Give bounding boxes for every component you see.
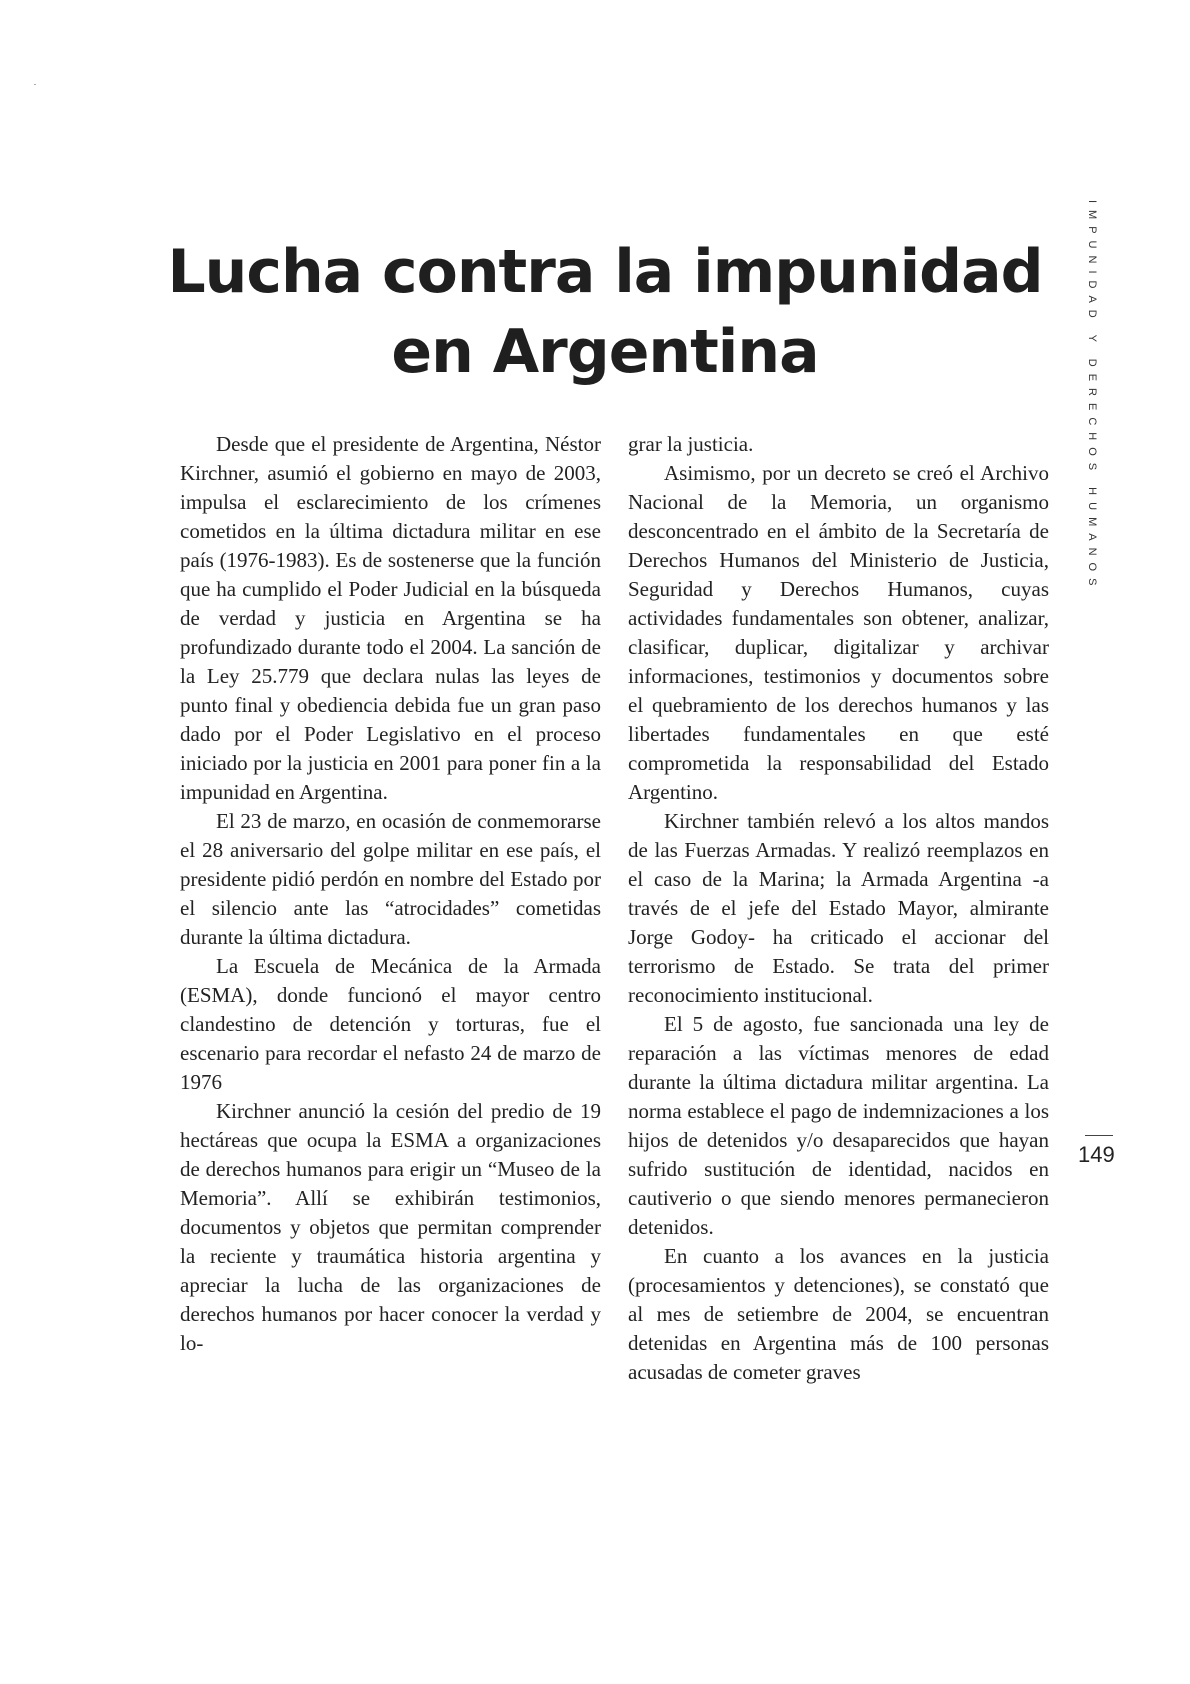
scan-mark <box>34 84 36 85</box>
paragraph: Desde que el presidente de Argentina, Néstor Kirchner, asumió el gobierno en mayo de 2003, impulsa el esclarecimiento de los crímenes cometidos en la última dictadura militar en ese país (1976-1983). Es de sostenerse que la función que ha cumplido el Poder Judicial en la búsqueda de verdad y justicia en Argentina se ha profundizado durante todo el 2004. La sanción de la Ley 25.779 que declara nulas las leyes de punto final y obediencia debida fue un gran paso dado por el Poder Legislativo en el proceso iniciado por la justicia en 2001 para poner fin a la impunidad en Argentina. <box>180 432 601 804</box>
running-head: IMPUNIDAD Y DERECHOS HUMANOS <box>1086 200 1098 593</box>
left-column <box>180 430 601 1358</box>
right-column <box>628 430 1049 1387</box>
paragraph: El 23 de marzo, en ocasión de conmemorarse el 28 aniversario del golpe militar en ese país, el presidente pidió perdón en nombre del Estado por el silencio ante las “atrocidades” cometidas durante la última dictadura. <box>180 809 601 949</box>
page-number: 149 <box>1078 1142 1115 1167</box>
paragraph: Asimismo, por un decreto se creó el Archivo Nacional de la Memoria, un organismo desconcentrado en el ámbito de la Secretaría de Derechos Humanos del Ministerio de Justicia, Seguridad y Derechos Humanos, cuyas actividades fundamentales son obtener, analizar, clasificar, duplicar, digitalizar y archivar informaciones, testimonios y documentos sobre el quebramiento de los derechos humanos y las libertades fundamentales en que esté comprometida la responsabilidad del Estado Argentino. <box>628 461 1049 804</box>
title-line-2: en Argentina <box>391 317 819 387</box>
paragraph: En cuanto a los avances en la justicia (procesamientos y detenciones), se constató que al mes de setiembre de 2004, se encuentran detenidas en Argentina más de 100 personas acusadas de cometer graves <box>628 1244 1049 1384</box>
paragraph: La Escuela de Mecánica de la Armada (ESMA), donde funcionó el mayor centro clandestino de detención y torturas, fue el escenario para recordar el nefasto 24 de marzo de 1976 <box>180 954 601 1094</box>
paragraph: Kirchner también relevó a los altos mandos de las Fuerzas Armadas. Y realizó reemplazos en el caso de la Marina; la Armada Argentina -a través de el jefe del Estado Mayor, almirante Jorge Godoy- ha criticado el accionar del terrorismo de Estado. Se trata del primer reconocimiento institucional. <box>628 809 1049 1007</box>
paragraph-continuation: grar la justicia. <box>628 432 754 456</box>
page-title <box>150 232 1060 392</box>
paragraph: El 5 de agosto, fue sancionada una ley de reparación a las víctimas menores de edad durante la última dictadura militar argentina. La norma establece el pago de indemnizaciones a los hijos de detenidos y/o desaparecidos que hayan sufrido sustitución de identidad, nacidos en cautiverio o que siendo menores permanecieron detenidos. <box>628 1012 1049 1239</box>
title-line-1: Lucha contra la impunidad <box>167 237 1043 307</box>
page-number-rule <box>1085 1135 1113 1136</box>
paragraph: Kirchner anunció la cesión del predio de 19 hectáreas que ocupa la ESMA a organizaciones de derechos humanos para erigir un “Museo de la Memoria”. Allí se exhibirán testimonios, documentos y objetos que permitan comprender la reciente y traumática historia argentina y apreciar la lucha de las organizaciones de derechos humanos por hacer conocer la verdad y lo- <box>180 1099 601 1355</box>
